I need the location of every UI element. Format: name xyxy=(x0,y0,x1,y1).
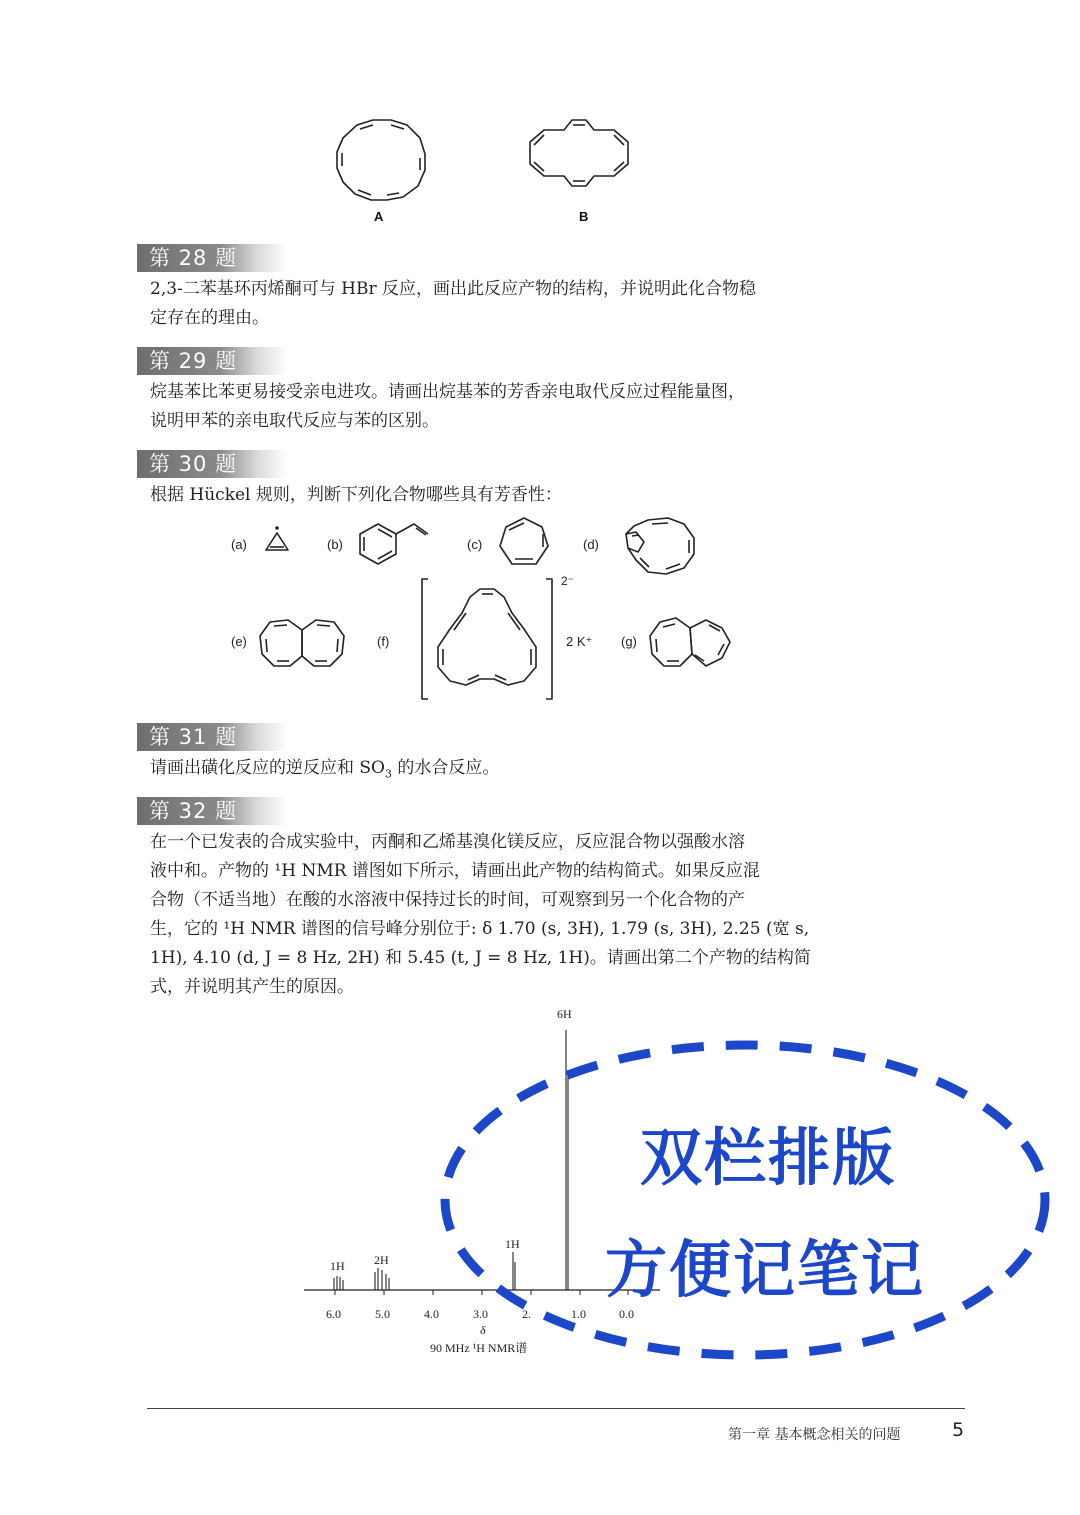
question-32-line-5: 1H), 4.10 (d, J = 8 Hz, 2H) 和 5.45 (t, J = 8 Hz, 1H)。请画出第二个产物的结构简 xyxy=(150,948,811,968)
watermark-line-2: 方便记笔记 xyxy=(605,1233,926,1306)
item-b-label: (b) xyxy=(327,537,343,552)
nmr-label-2h: 2H xyxy=(374,1253,389,1267)
question-32-line-1: 在一个已发表的合成实验中，丙酮和乙烯基溴化镁反应，反应混合物以强酸水溶 xyxy=(150,832,745,852)
footer-chapter: 第一章 基本概念相关的问题 xyxy=(728,1427,901,1443)
question-29-header: 第 29 题 xyxy=(137,347,287,375)
question-28-text xyxy=(150,275,820,333)
structure-g-fused-bicycle xyxy=(646,612,738,676)
counterion-label: 2 K⁺ xyxy=(566,634,593,649)
question-32-text xyxy=(150,828,820,1002)
question-29-line-2: 说明甲苯的亲电取代反应与苯的区别。 xyxy=(150,411,439,431)
structure-c-cycloheptatriene xyxy=(496,514,552,572)
item-a-label: (a) xyxy=(231,537,247,552)
compound-a-structure xyxy=(325,110,445,210)
watermark-ellipse xyxy=(430,1030,1060,1370)
structure-b-styrene xyxy=(356,518,436,570)
question-32-line-2: 液中和。产物的 ¹H NMR 谱图如下所示，请画出此产物的结构简式。如果反应混 xyxy=(150,861,760,881)
question-31-line-post: 的水合反应。 xyxy=(392,758,500,778)
question-32-line-3: 合物（不适当地）在酸的水溶液中保持过长的时间，可观察到另一个化合物的产 xyxy=(150,890,745,910)
structure-a-cyclopropenyl-radical xyxy=(262,525,294,555)
watermark-line-1: 双栏排版 xyxy=(640,1121,897,1194)
nmr-tick-3: 3.0 xyxy=(473,1307,488,1321)
question-28-line-1: 2,3-二苯基环丙烯酮可与 HBr 反应，画出此反应产物的结构，并说明此化合物稳 xyxy=(150,279,757,299)
nmr-tick-5: 5.0 xyxy=(375,1307,390,1321)
question-31-line-pre: 请画出磺化反应的逆反应和 SO xyxy=(150,758,385,778)
nmr-tick-6: 6.0 xyxy=(326,1307,341,1321)
question-32-line-4: 生，它的 ¹H NMR 谱图的信号峰分别位于: δ 1.70 (s, 3H), 1.79 (s, 3H), 2.25 (宽 s, xyxy=(150,919,810,939)
compound-a-label: A xyxy=(374,209,384,224)
nmr-tick-2: 2. xyxy=(522,1307,531,1321)
item-f-label: (f) xyxy=(377,634,390,649)
footer-rule xyxy=(147,1408,965,1409)
structure-e-heptalene xyxy=(254,612,350,674)
compound-b-structure xyxy=(522,112,634,194)
question-30-header: 第 30 题 xyxy=(137,450,287,478)
nmr-axis-delta: δ xyxy=(480,1323,486,1337)
item-c-label: (c) xyxy=(467,537,483,552)
question-31-subscript: 3 xyxy=(385,767,392,781)
question-32-header: 第 32 题 xyxy=(137,797,287,825)
charge-label: 2⁻ xyxy=(561,574,575,588)
nmr-tick-4: 4.0 xyxy=(424,1307,439,1321)
question-28-header: 第 28 题 xyxy=(137,244,287,272)
nmr-tick-0: 0.0 xyxy=(619,1307,634,1321)
nmr-label-1h-right: 1H xyxy=(505,1237,520,1251)
nmr-label-1h-left: 1H xyxy=(330,1259,345,1273)
question-32-line-6: 式，并说明其产生的原因。 xyxy=(150,977,354,997)
structure-f-annulene-dianion xyxy=(418,575,558,703)
item-e-label: (e) xyxy=(231,634,247,649)
question-31-header: 第 31 题 xyxy=(137,723,287,751)
question-29-line-1: 烷基苯比苯更易接受亲电进攻。请画出烷基苯的芳香亲电取代反应过程能量图， xyxy=(150,382,745,402)
item-g-label: (g) xyxy=(621,634,637,649)
nmr-label-6h: 6H xyxy=(557,1007,572,1021)
question-30-intro-line: 根据 Hückel 规则，判断下列化合物哪些具有芳香性： xyxy=(150,485,562,505)
item-d-label: (d) xyxy=(583,537,599,552)
question-31-line xyxy=(150,754,820,788)
nmr-tick-1: 1.0 xyxy=(571,1307,586,1321)
question-28-line-2: 定存在的理由。 xyxy=(150,308,269,328)
question-29-text xyxy=(150,378,820,436)
structure-d-bridged-annulene xyxy=(618,512,700,578)
compound-b-label: B xyxy=(579,209,589,224)
footer-page-number: 5 xyxy=(952,1419,965,1441)
question-30-intro xyxy=(150,481,820,510)
nmr-caption: 90 MHz ¹H NMR谱 xyxy=(430,1341,528,1355)
question-31-text xyxy=(150,754,820,788)
